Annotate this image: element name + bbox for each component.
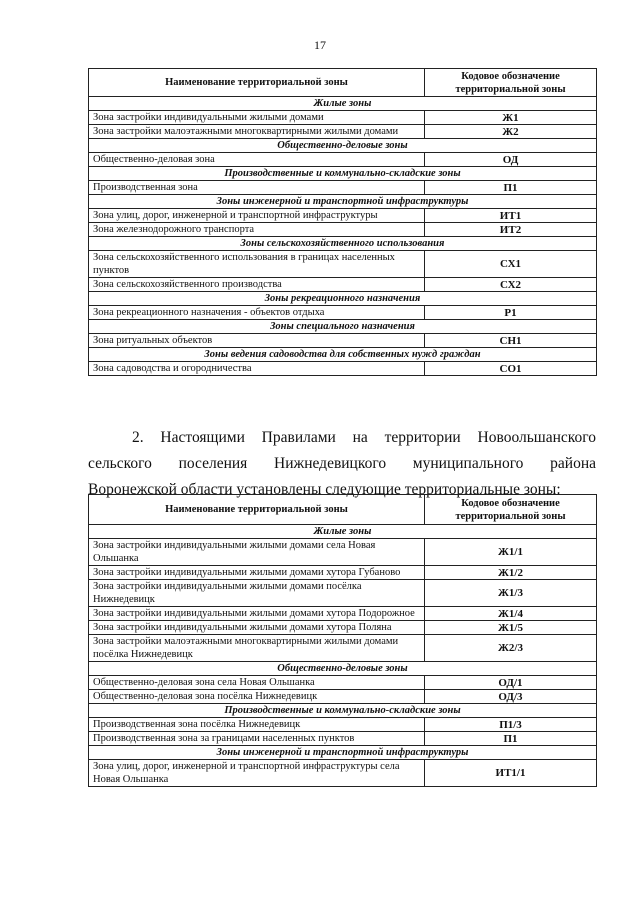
zone-code: Ж1/1 <box>425 539 597 566</box>
zone-code: ОД <box>425 153 597 167</box>
zone-code: ИТ1/1 <box>425 760 597 787</box>
header-zone-name: Наименование территориальной зоны <box>89 69 425 97</box>
zone-name: Производственная зона посёлка Нижнедевицк <box>89 718 425 732</box>
zone-group-title: Жилые зоны <box>89 525 597 539</box>
zone-group-row <box>89 292 597 306</box>
zone-name: Зона улиц, дорог, инженерной и транспортной инфраструктуры села Новая Ольшанка <box>89 760 425 787</box>
zone-group-row <box>89 139 597 153</box>
zone-group-row <box>89 525 597 539</box>
table-row <box>89 607 597 621</box>
table-row <box>89 306 597 320</box>
zone-name: Зона застройки малоэтажными многоквартирными жилыми домами посёлка Нижнедевицк <box>89 635 425 662</box>
zone-group-row <box>89 348 597 362</box>
table-row <box>89 760 597 787</box>
zone-group-row <box>89 662 597 676</box>
zone-group-title: Зоны ведения садоводства для собственных нужд граждан <box>89 348 597 362</box>
zone-code: СХ2 <box>425 278 597 292</box>
zone-group-title: Зоны рекреационного назначения <box>89 292 597 306</box>
zone-name: Общественно-деловая зона села Новая Ольшанка <box>89 676 425 690</box>
zone-name: Зона застройки индивидуальными жилыми домами <box>89 111 425 125</box>
zone-name: Зона застройки индивидуальными жилыми домами села Новая Ольшанка <box>89 539 425 566</box>
zone-code: Ж1/2 <box>425 566 597 580</box>
table-row <box>89 580 597 607</box>
zone-code: ОД/3 <box>425 690 597 704</box>
table-header-row <box>89 495 597 525</box>
zone-name: Зона сельскохозяйственного использования в границах населенных пунктов <box>89 251 425 278</box>
table-row <box>89 153 597 167</box>
zone-group-title: Зоны сельскохозяйственного использования <box>89 237 597 251</box>
zone-code: СО1 <box>425 362 597 376</box>
zone-name: Производственная зона <box>89 181 425 195</box>
zone-name: Зона застройки индивидуальными жилыми домами хутора Подорожное <box>89 607 425 621</box>
zone-group-row <box>89 195 597 209</box>
zone-code: П1/3 <box>425 718 597 732</box>
zones-table-general <box>88 68 597 376</box>
zone-code: ИТ2 <box>425 223 597 237</box>
table-row <box>89 732 597 746</box>
zone-code: Ж1 <box>425 111 597 125</box>
zone-group-row <box>89 704 597 718</box>
zone-group-title: Общественно-деловые зоны <box>89 139 597 153</box>
zone-code: Ж1/3 <box>425 580 597 607</box>
zone-group-title: Зоны инженерной и транспортной инфраструктуры <box>89 195 597 209</box>
table-row <box>89 566 597 580</box>
header-zone-code: Кодовое обозначение территориальной зоны <box>425 69 597 97</box>
zone-name: Зона железнодорожного транспорта <box>89 223 425 237</box>
zone-code: СН1 <box>425 334 597 348</box>
table-header-row <box>89 69 597 97</box>
zone-code: ИТ1 <box>425 209 597 223</box>
table-row <box>89 676 597 690</box>
zone-code: СХ1 <box>425 251 597 278</box>
table-row <box>89 539 597 566</box>
header-zone-name: Наименование территориальной зоны <box>89 495 425 525</box>
zone-code: Ж1/4 <box>425 607 597 621</box>
table-row <box>89 125 597 139</box>
table-row <box>89 111 597 125</box>
table-row <box>89 251 597 278</box>
table-row <box>89 362 597 376</box>
zone-name: Зона застройки малоэтажными многоквартирными жилыми домами <box>89 125 425 139</box>
zone-code: Р1 <box>425 306 597 320</box>
zone-group-row <box>89 167 597 181</box>
zone-code: П1 <box>425 732 597 746</box>
zone-name: Общественно-деловая зона <box>89 153 425 167</box>
zones-table-novoolshansky <box>88 494 597 787</box>
zone-group-title: Производственные и коммунально-складские зоны <box>89 167 597 181</box>
zone-group-title: Жилые зоны <box>89 97 597 111</box>
zone-name: Зона улиц, дорог, инженерной и транспортной инфраструктуры <box>89 209 425 223</box>
zone-group-title: Зоны инженерной и транспортной инфраструктуры <box>89 746 597 760</box>
zone-code: П1 <box>425 181 597 195</box>
zone-group-title: Производственные и коммунально-складские зоны <box>89 704 597 718</box>
table-row <box>89 209 597 223</box>
zone-name: Зона застройки индивидуальными жилыми домами хутора Губаново <box>89 566 425 580</box>
zone-code: Ж2 <box>425 125 597 139</box>
paragraph-zones-intro: 2. Настоящими Правилами на территории Новоольшанского сельского поселения Нижнедевицкого муниципального района Воронежской области установлены следующие территориальные зоны: <box>88 429 596 498</box>
zone-name: Зона сельскохозяйственного производства <box>89 278 425 292</box>
zone-group-row <box>89 97 597 111</box>
table-row <box>89 690 597 704</box>
page-number: 17 <box>314 38 326 52</box>
table-row <box>89 635 597 662</box>
header-zone-code: Кодовое обозначение территориальной зоны <box>425 495 597 525</box>
table-row <box>89 334 597 348</box>
table-row <box>89 278 597 292</box>
zone-name: Зона ритуальных объектов <box>89 334 425 348</box>
zone-code: Ж2/3 <box>425 635 597 662</box>
zone-group-title: Зоны специального назначения <box>89 320 597 334</box>
table-row <box>89 223 597 237</box>
table-row <box>89 621 597 635</box>
zone-name: Зона застройки индивидуальными жилыми домами хутора Поляна <box>89 621 425 635</box>
zone-group-row <box>89 320 597 334</box>
zone-name: Зона садоводства и огородничества <box>89 362 425 376</box>
zone-group-title: Общественно-деловые зоны <box>89 662 597 676</box>
zone-group-row <box>89 746 597 760</box>
zone-name: Производственная зона за границами населенных пунктов <box>89 732 425 746</box>
zone-code: Ж1/5 <box>425 621 597 635</box>
zone-group-row <box>89 237 597 251</box>
zone-name: Зона застройки индивидуальными жилыми домами посёлка Нижнедевицк <box>89 580 425 607</box>
zone-name: Общественно-деловая зона посёлка Нижнедевицк <box>89 690 425 704</box>
table-row <box>89 718 597 732</box>
zone-code: ОД/1 <box>425 676 597 690</box>
zone-name: Зона рекреационного назначения - объектов отдыха <box>89 306 425 320</box>
table-row <box>89 181 597 195</box>
